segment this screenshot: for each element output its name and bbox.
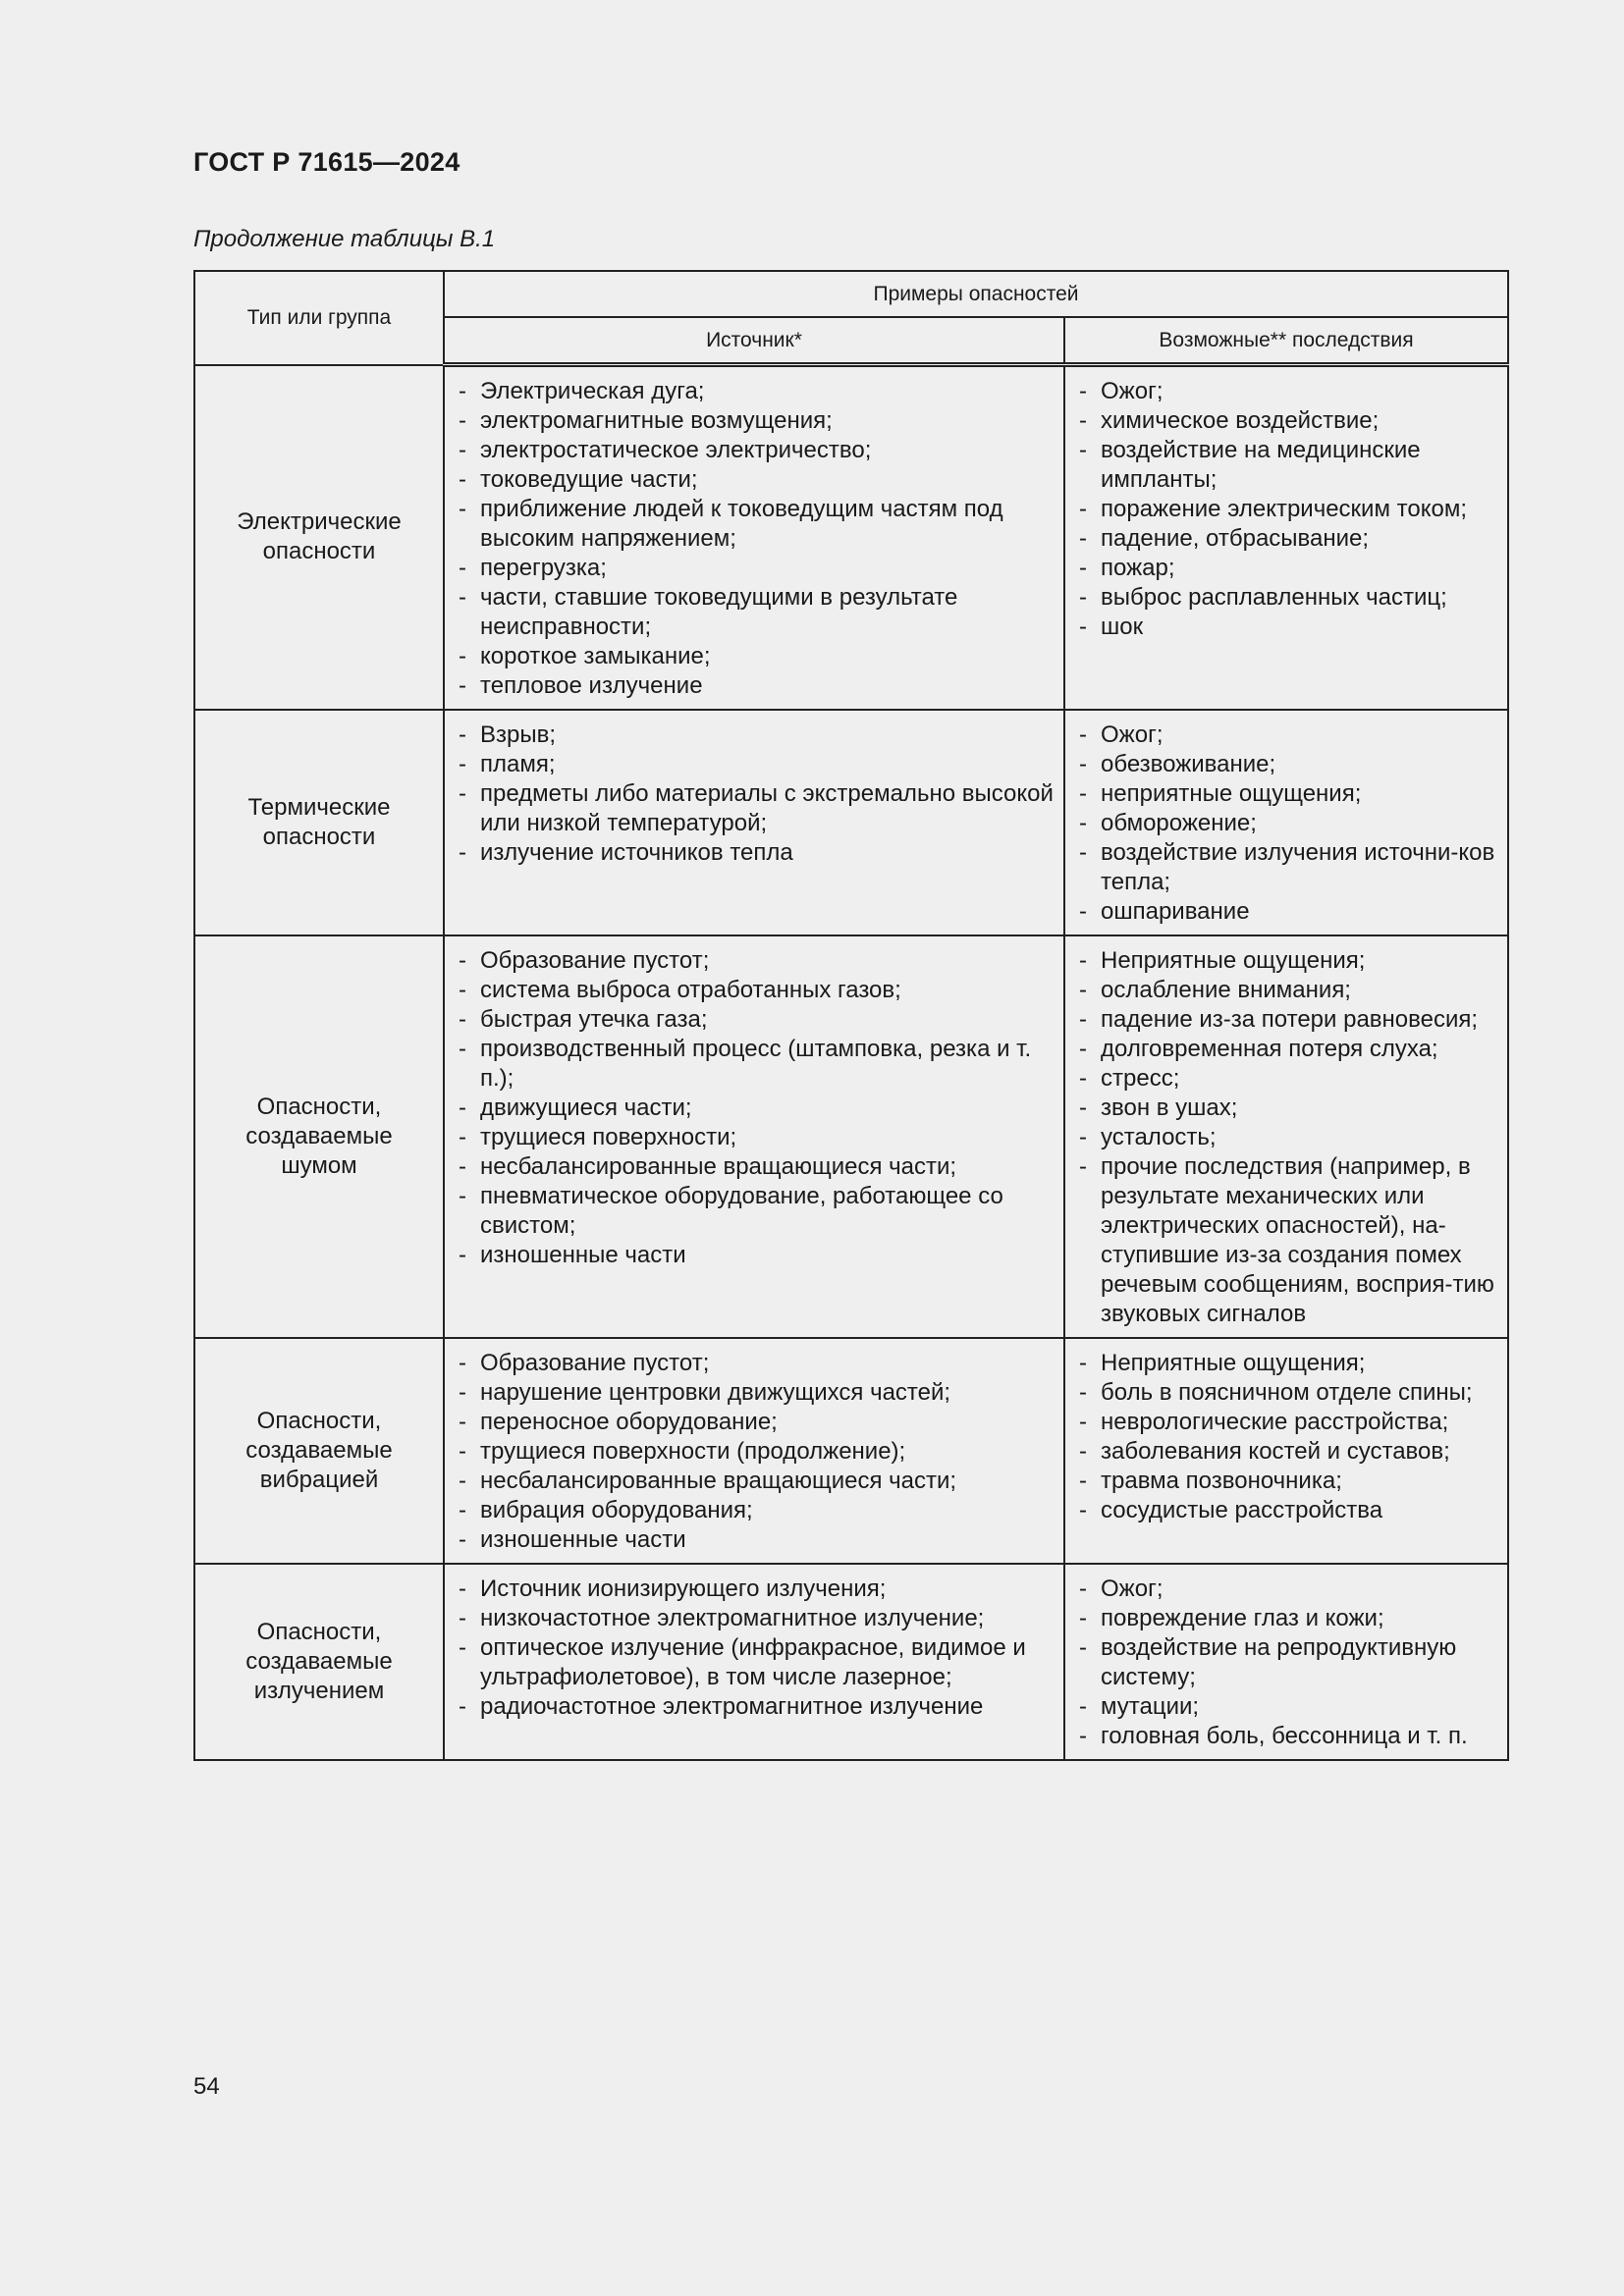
consequence-item: - неврологические расстройства;	[1101, 1408, 1497, 1437]
source-item: - нарушение центровки движущихся частей;	[480, 1378, 1054, 1408]
hazard-type-line: создаваемые	[245, 1648, 393, 1675]
consequence-item: - звон в ушах;	[1101, 1094, 1497, 1123]
consequence-list-cell	[1064, 1338, 1508, 1564]
consequence-item: - воздействие на репродуктивную систему;	[1101, 1633, 1497, 1692]
source-item: - короткое замыкание;	[480, 642, 1054, 671]
consequence-item: - шок	[1101, 613, 1497, 642]
source-item: - части, ставшие токоведущими в результате неисправности;	[480, 583, 1054, 642]
consequence-item: - химическое воздействие;	[1101, 406, 1497, 436]
document-header: ГОСТ Р 71615—2024	[193, 147, 460, 177]
source-item: - трущиеся поверхности;	[480, 1123, 1054, 1152]
source-list-cell	[444, 935, 1064, 1338]
consequence-list	[1065, 711, 1507, 934]
source-item: - изношенные части	[480, 1241, 1054, 1270]
consequence-item: - прочие последствия (например, в результате механических или электрических опасностей), на-ступившие из-за создания помех речевым сообщениям, восприя-тию звуковых сигналов	[1101, 1152, 1497, 1329]
table-row	[194, 1338, 1508, 1564]
hazard-type-line: Термические	[247, 794, 391, 821]
table-row	[194, 710, 1508, 935]
source-item: - излучение источников тепла	[480, 838, 1054, 868]
consequence-list	[1065, 367, 1507, 650]
consequence-item: - повреждение глаз и кожи;	[1101, 1604, 1497, 1633]
source-item: - электростатическое электричество;	[480, 436, 1054, 465]
source-item: - несбалансированные вращающиеся части;	[480, 1152, 1054, 1182]
consequence-item: - неприятные ощущения;	[1101, 779, 1497, 809]
header-consequences: Возможные** последствия	[1064, 317, 1508, 365]
source-item: - движущиеся части;	[480, 1094, 1054, 1123]
source-item: - вибрация оборудования;	[480, 1496, 1054, 1525]
table-header-row	[194, 271, 1508, 317]
consequence-item: - воздействие на медицинские импланты;	[1101, 436, 1497, 495]
consequence-item: - Неприятные ощущения;	[1101, 946, 1497, 976]
source-list-cell	[444, 1338, 1064, 1564]
consequence-item: - падение из-за потери равновесия;	[1101, 1005, 1497, 1035]
source-item: - радиочастотное электромагнитное излучение	[480, 1692, 1054, 1722]
header-examples: Примеры опасностей	[444, 271, 1508, 317]
table-row	[194, 365, 1508, 711]
hazard-type-line: создаваемые	[245, 1123, 393, 1149]
consequence-item: - головная боль, бессонница и т. п.	[1101, 1722, 1497, 1751]
consequence-list-cell	[1064, 710, 1508, 935]
consequence-item: - заболевания костей и суставов;	[1101, 1437, 1497, 1467]
consequence-item: - Неприятные ощущения;	[1101, 1349, 1497, 1378]
table-caption: Продолжение таблицы В.1	[193, 226, 496, 252]
consequence-item: - поражение электрическим током;	[1101, 495, 1497, 524]
source-item: - трущиеся поверхности (продолжение);	[480, 1437, 1054, 1467]
consequence-list-cell	[1064, 365, 1508, 711]
hazard-type-cell	[194, 1564, 444, 1760]
hazard-type-line: создаваемые	[245, 1437, 393, 1464]
source-item: - предметы либо материалы с экстремально высокой или низкой температурой;	[480, 779, 1054, 838]
consequence-item: - Ожог;	[1101, 377, 1497, 406]
source-item: - пневматическое оборудование, работающее со свистом;	[480, 1182, 1054, 1241]
header-source: Источник*	[444, 317, 1064, 365]
source-list-cell	[444, 710, 1064, 935]
source-item: - производственный процесс (штамповка, резка и т. п.);	[480, 1035, 1054, 1094]
source-item: - изношенные части	[480, 1525, 1054, 1555]
consequence-item: - воздействие излучения источни-ков тепла;	[1101, 838, 1497, 897]
hazard-type-line: Опасности,	[256, 1408, 382, 1434]
hazard-type-line: Опасности,	[256, 1619, 382, 1645]
source-item: - несбалансированные вращающиеся части;	[480, 1467, 1054, 1496]
source-item: - перегрузка;	[480, 554, 1054, 583]
source-list	[445, 711, 1063, 876]
consequence-item: - долговременная потеря слуха;	[1101, 1035, 1497, 1064]
source-item: - тепловое излучение	[480, 671, 1054, 701]
hazard-type-cell	[194, 935, 444, 1338]
hazard-type-line: опасности	[262, 824, 376, 850]
hazard-type-line: Опасности,	[256, 1094, 382, 1120]
source-item: - Источник ионизирующего излучения;	[480, 1575, 1054, 1604]
source-item: - быстрая утечка газа;	[480, 1005, 1054, 1035]
consequence-list-cell	[1064, 1564, 1508, 1760]
consequence-item: - выброс расплавленных частиц;	[1101, 583, 1497, 613]
source-list	[445, 1565, 1063, 1730]
consequence-list-cell	[1064, 935, 1508, 1338]
source-list-cell	[444, 1564, 1064, 1760]
consequence-item: - обморожение;	[1101, 809, 1497, 838]
hazard-type-line: шумом	[281, 1152, 357, 1179]
source-item: - Образование пустот;	[480, 946, 1054, 976]
consequence-item: - падение, отбрасывание;	[1101, 524, 1497, 554]
hazard-type-cell	[194, 365, 444, 711]
hazard-type-line: опасности	[262, 538, 376, 565]
consequence-item: - стресс;	[1101, 1064, 1497, 1094]
source-item: - токоведущие части;	[480, 465, 1054, 495]
consequence-item: - сосудистые расстройства	[1101, 1496, 1497, 1525]
source-item: - низкочастотное электромагнитное излучение;	[480, 1604, 1054, 1633]
source-item: - пламя;	[480, 750, 1054, 779]
consequence-item: - усталость;	[1101, 1123, 1497, 1152]
page-number: 54	[193, 2073, 220, 2100]
consequence-item: - ослабление внимания;	[1101, 976, 1497, 1005]
consequence-list	[1065, 1339, 1507, 1533]
header-type-group: Тип или группа	[194, 271, 444, 365]
consequence-item: - Ожог;	[1101, 1575, 1497, 1604]
table-row	[194, 935, 1508, 1338]
consequence-item: - мутации;	[1101, 1692, 1497, 1722]
source-item: - Электрическая дуга;	[480, 377, 1054, 406]
source-item: - оптическое излучение (инфракрасное, видимое и ультрафиолетовое), в том числе лазерное;	[480, 1633, 1054, 1692]
hazard-type-line: вибрацией	[259, 1467, 379, 1493]
source-list	[445, 1339, 1063, 1563]
source-item: - Образование пустот;	[480, 1349, 1054, 1378]
table-row	[194, 1564, 1508, 1760]
source-list	[445, 936, 1063, 1278]
hazard-type-line: Электрические	[237, 508, 402, 536]
consequence-list	[1065, 1565, 1507, 1759]
hazards-table	[193, 270, 1509, 1761]
source-item: - Взрыв;	[480, 721, 1054, 750]
consequence-item: - боль в поясничном отделе спины;	[1101, 1378, 1497, 1408]
source-item: - приближение людей к токоведущим частям под высоким напряжением;	[480, 495, 1054, 554]
source-item: - переносное оборудование;	[480, 1408, 1054, 1437]
consequence-list	[1065, 936, 1507, 1337]
consequence-item: - ошпаривание	[1101, 897, 1497, 927]
consequence-item: - травма позвоночника;	[1101, 1467, 1497, 1496]
source-item: - система выброса отработанных газов;	[480, 976, 1054, 1005]
source-list-cell	[444, 365, 1064, 711]
source-item: - электромагнитные возмущения;	[480, 406, 1054, 436]
consequence-item: - обезвоживание;	[1101, 750, 1497, 779]
hazard-type-line: излучением	[253, 1678, 385, 1704]
source-list	[445, 367, 1063, 709]
consequence-item: - Ожог;	[1101, 721, 1497, 750]
hazard-type-cell	[194, 710, 444, 935]
hazard-type-cell	[194, 1338, 444, 1564]
consequence-item: - пожар;	[1101, 554, 1497, 583]
